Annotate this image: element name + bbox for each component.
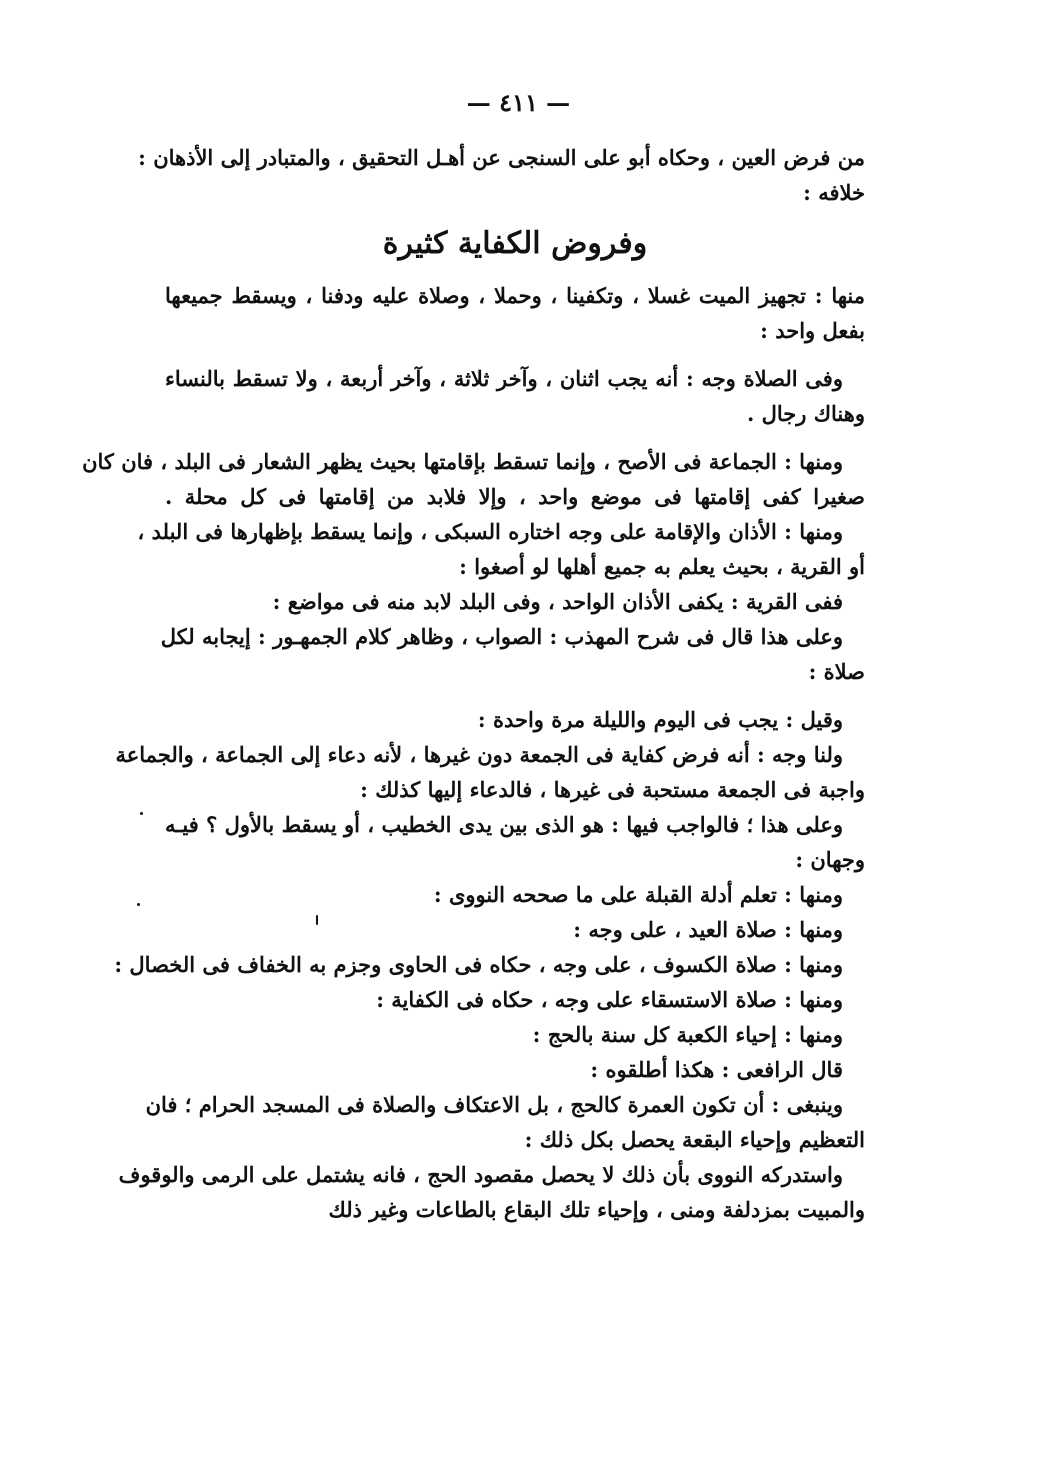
text-line: ومنها : الجماعة فى الأصح ، وإنما تسقط بإقامتها بحيث يظهر الشعار فى البلد ، فان كان xyxy=(82,449,843,474)
text-line: التعظيم وإحياء البقعة يحصل بكل ذلك : xyxy=(524,1127,865,1152)
page-number: — ٤١١ — xyxy=(466,88,571,117)
scan-speck xyxy=(316,915,318,925)
text-line: ولنا وجه : أنه فرض كفاية فى الجمعة دون غيرها ، لأنه دعاء إلى الجماعة ، والجماعة xyxy=(115,742,843,767)
text-line: منها : تجهيز الميت غسلا ، وتكفينا ، وحملا ، وصلاة عليه ودفنا ، ويسقط جميعها xyxy=(165,283,865,308)
text-line: قال الرافعى : هكذا أطلقوه : xyxy=(590,1057,843,1082)
section-heading: وفروض الكفاية كثيرة xyxy=(382,226,648,261)
text-line: صغيرا كفى إقامتها فى موضع واحد ، وإلا فلابد من إقامتها فى كل محلة . xyxy=(165,484,865,509)
text-line: وفى الصلاة وجه : أنه يجب اثنان ، وآخر ثلاثة ، وآخر أربعة ، ولا تسقط بالنساء xyxy=(165,366,843,391)
scan-speck xyxy=(140,812,143,815)
text-line: صلاة : xyxy=(808,659,865,684)
text-line: ومنها : صلاة الاستسقاء على وجه ، حكاه فى الكفاية : xyxy=(376,987,843,1012)
text-line: وينبغى : أن تكون العمرة كالحج ، بل الاعتكاف والصلاة فى المسجد الحرام ؛ فان xyxy=(145,1092,843,1117)
scan-speck xyxy=(137,903,140,906)
text-line: وعلى هذا قال فى شرح المهذب : الصواب ، وظاهر كلام الجمهـور : إيجابه لكل xyxy=(160,624,843,649)
text-line: ففى القرية : يكفى الأذان الواحد ، وفى البلد لابد منه فى مواضع : xyxy=(272,589,843,614)
text-line: ومنها : صلاة العيد ، على وجه : xyxy=(573,917,843,942)
text-line: ومنها : إحياء الكعبة كل سنة بالحج : xyxy=(532,1022,843,1047)
text-line: وهناك رجال . xyxy=(747,401,865,426)
text-line: من فرض العين ، وحكاه أبو على السنجى عن أهـل التحقيق ، والمتبادر إلى الأذهان : xyxy=(138,145,865,170)
text-line: ومنها : الأذان والإقامة على وجه اختاره السبكى ، وإنما يسقط بإظهارها فى البلد ، xyxy=(137,519,843,544)
text-line: وقيل : يجب فى اليوم والليلة مرة واحدة : xyxy=(477,707,843,732)
text-line: بفعل واحد : xyxy=(760,318,865,343)
text-line: أو القرية ، بحيث يعلم به جميع أهلها لو أصغوا : xyxy=(459,554,865,579)
text-line: واجبة فى الجمعة مستحبة فى غيرها ، فالدعاء إليها كذلك : xyxy=(360,777,865,802)
text-line: خلافه : xyxy=(803,180,865,205)
page-body xyxy=(82,140,865,1227)
text-line: ومنها : تعلم أدلة القبلة على ما صححه النووى : xyxy=(433,882,843,907)
text-line: وجهان : xyxy=(795,847,865,872)
text-line: والمبيت بمزدلفة ومنى ، وإحياء تلك البقاع بالطاعات وغير ذلك xyxy=(328,1197,865,1222)
text-line: واستدركه النووى بأن ذلك لا يحصل مقصود الحج ، فانه يشتمل على الرمى والوقوف xyxy=(118,1162,843,1187)
text-line: وعلى هذا ؛ فالواجب فيها : هو الذى بين يدى الخطيب ، أو يسقط بالأول ؟ فيـه xyxy=(165,812,843,837)
text-line: ومنها : صلاة الكسوف ، على وجه ، حكاه فى الحاوى وجزم به الخفاف فى الخصال : xyxy=(114,952,843,977)
